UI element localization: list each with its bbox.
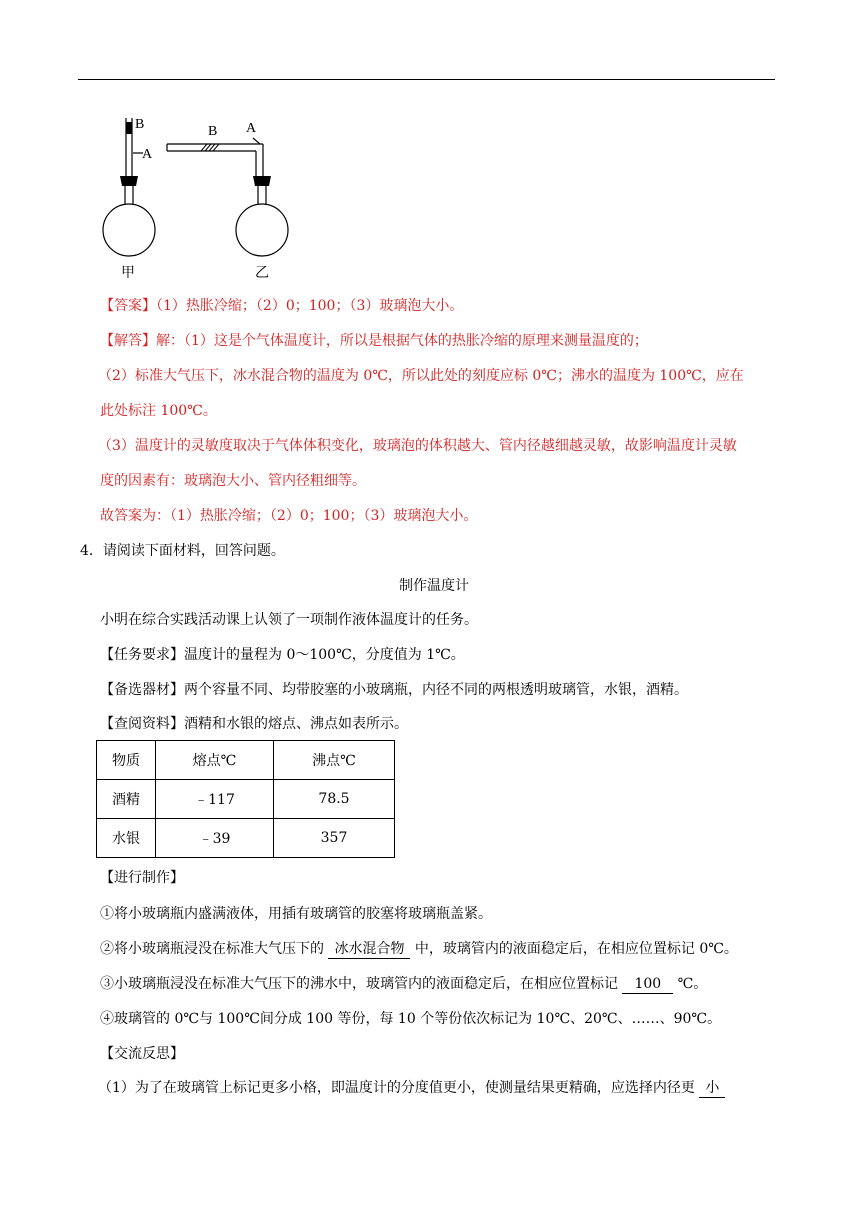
liquid-drop-right [201,144,219,151]
label-jia: 甲 [121,265,135,281]
answer-tag: 【答案】 [100,298,156,314]
stopper-right [253,176,271,186]
header-rule [78,79,775,80]
flask-right-bulb [236,204,288,256]
question-4-title: 制作温度计 [399,578,469,594]
melting-boiling-table [96,740,395,858]
question-4-stem: 4．请阅读下面材料，回答问题。 [80,543,285,559]
solution-line-5: 度的因素有：玻璃泡大小、管内径粗细等。 [100,473,366,489]
reflection-1: （1）为了在玻璃管上标记更多小格，即温度计的分度值更小，使测量结果更精确，应选择内径更 小 [98,1078,725,1098]
table-header-cell: 物质 [97,741,156,780]
table-header-cell: 熔点℃ [156,741,274,780]
label-a-right: A [246,121,257,136]
liquid-drop-left [126,122,132,134]
reference: 【查阅资料】酒精和水银的熔点、沸点如表所示。 [100,716,408,732]
step-2: ②将小玻璃瓶浸没在标准大气压下的 冰水混合物 中，玻璃管内的液面稳定后，在相应位置标记 0℃。 [100,941,738,957]
table-row [97,780,395,819]
solution-line-4: （3）温度计的灵敏度取决于气体体积变化，玻璃泡的体积越大、管内径越细越灵敏，故影响温度计灵敏 [98,438,737,454]
step-1: ①将小玻璃瓶内盛满液体，用插有玻璃管的胶塞将玻璃瓶盖紧。 [100,906,492,922]
solution-line-3: 此处标注 100℃。 [100,403,217,419]
flask-left-bulb [103,204,155,256]
table-header-row [97,741,395,780]
answer-line [100,296,463,316]
label-a-left: A [142,147,153,162]
blank-answer-small: 小 [699,1080,725,1098]
table-cell: 酒精 [97,780,156,819]
blank-answer-ice-water: 冰水混合物 [328,941,410,959]
making-tag: 【进行制作】 [100,870,184,886]
answer-text: （1）热胀冷缩；（2）0；100；（3）玻璃泡大小。 [156,298,464,314]
table-cell: 水银 [97,819,156,858]
solution-line-2: （2）标准大气压下，冰水混合物的温度为 0℃，所以此处的刻度应标 0℃；沸水的温度为 100℃，应在 [98,368,744,384]
table-row [97,819,395,858]
solution-line-6: 故答案为：（1）热胀冷缩；（2）0；100；（3）玻璃泡大小。 [100,508,478,524]
reflection-tag: 【交流反思】 [100,1046,184,1062]
solution-tag: 【解答】 [100,333,156,349]
step-3: ③小玻璃瓶浸没在标准大气压下的沸水中，玻璃管内的液面稳定后，在相应位置标记 100 ℃。 [100,976,708,992]
blank-answer-100: 100 [622,976,673,994]
table-cell: ﹣117 [156,780,274,819]
flask-diagram [95,110,310,285]
intro-text: 小明在综合实践活动课上认领了一项制作液体温度计的任务。 [100,612,478,628]
step-4: ④玻璃管的 0℃与 100℃间分成 100 等份，每 10 个等份依次标记为 10℃、20℃、……、90℃。 [100,1011,722,1027]
table-cell: 78.5 [274,780,395,819]
equipment: 【备选器材】两个容量不同、均带胶塞的小玻璃瓶，内径不同的两根透明玻璃管，水银，酒精。 [100,682,688,698]
solution-line-1: 【解答】解：（1）这是个气体温度计，所以是根据气体的热胀冷缩的原理来测量温度的； [100,333,648,349]
task-requirements: 【任务要求】温度计的量程为 0～100℃，分度值为 1℃。 [100,647,465,663]
label-yi: 乙 [255,265,269,281]
stopper-left [120,176,138,186]
label-b-right: B [208,124,218,139]
table-header-cell: 沸点℃ [274,741,395,780]
label-b-left: B [135,117,145,132]
table-cell: 357 [274,819,395,858]
table-cell: ﹣39 [156,819,274,858]
